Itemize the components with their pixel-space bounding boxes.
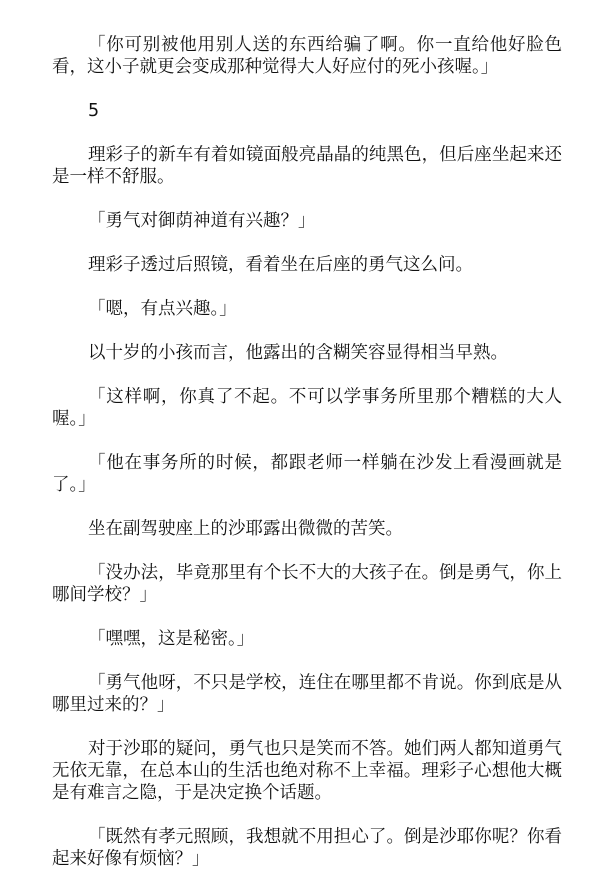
paragraph: 「你可别被他用别人送的东西给骗了啊。你一直给他好脸色看，这小子就更会变成那种觉得大人好应付的死小孩喔。」 — [52, 35, 562, 77]
document-body — [52, 34, 562, 892]
paragraph: 坐在副驾驶座上的沙耶露出微微的苦笑。 — [88, 519, 403, 539]
paragraph: 「这样啊，你真了不起。不可以学事务所里那个糟糕的大人喔。」 — [52, 387, 562, 429]
paragraph: 「勇气对御荫神道有兴趣？」 — [88, 211, 316, 231]
paragraph: 「勇气他呀，不只是学校，连住在哪里都不肯说。你到底是从哪里过来的？」 — [52, 673, 562, 715]
paragraph: 以十岁的小孩而言，他露出的含糊笑容显得相当早熟。 — [88, 343, 508, 363]
paragraph: 「他在事务所的时候，都跟老师一样躺在沙发上看漫画就是了。」 — [52, 453, 562, 495]
paragraph: 理彩子的新车有着如镜面般亮晶晶的纯黑色，但后座坐起来还是一样不舒服。 — [52, 145, 562, 187]
section-number: 5 — [88, 101, 100, 121]
paragraph: 对于沙耶的疑问，勇气也只是笑而不答。她们两人都知道勇气无依无靠，在总本山的生活也绝对称不上幸福。理彩子心想他大概是有难言之隐，于是决定换个话题。 — [52, 739, 562, 803]
paragraph: 理彩子透过后照镜，看着坐在后座的勇气这么问。 — [88, 255, 473, 275]
paragraph: 「嗯，有点兴趣。」 — [88, 299, 237, 319]
paragraph: 「没办法，毕竟那里有个长不大的大孩子在。倒是勇气，你上哪间学校？」 — [52, 563, 562, 605]
paragraph: 「既然有孝元照顾，我想就不用担心了。倒是沙耶你呢？你看起来好像有烦恼？」 — [52, 827, 562, 869]
paragraph: 「嘿嘿，这是秘密。」 — [88, 629, 255, 649]
